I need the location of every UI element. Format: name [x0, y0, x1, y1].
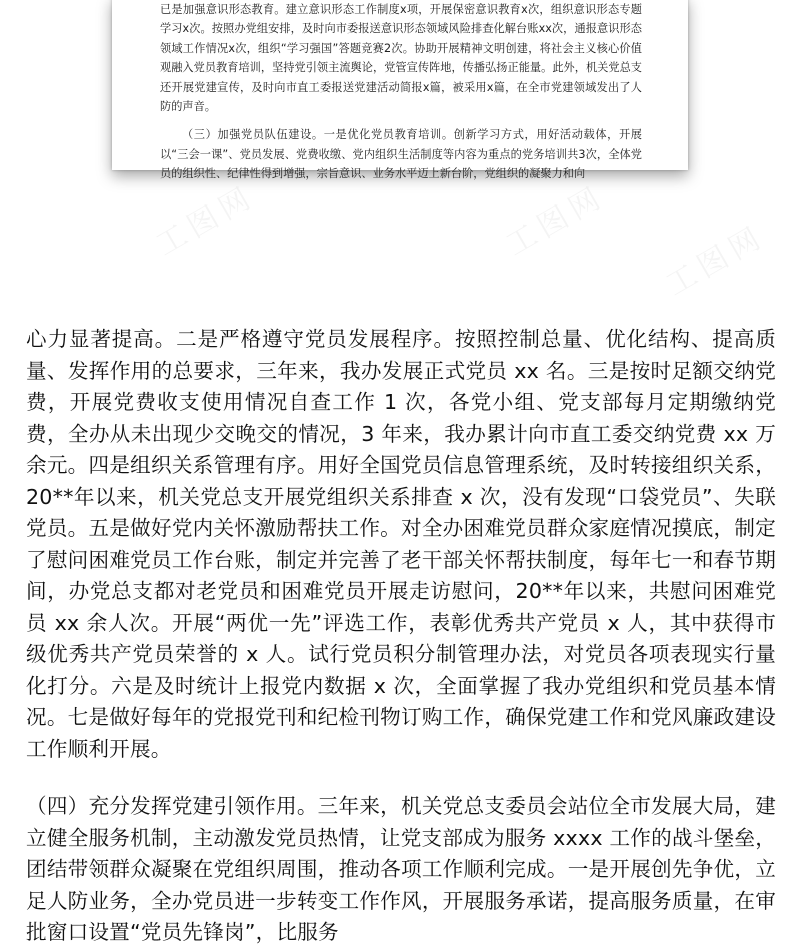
- preview-paragraph-ideology: 已是加强意识形态教育。建立意识形态工作制度x项，开展保密意识教育x次，组织意识形态专题学习x次。按照办党组安排，及时向市委报送意识形态领域风险排查化解台账xx次，通报意识形态领域工作情况x次，组织“学习强国”答题竞赛2次。协助开展精神文明创建，将社会主义核心价值观融入党员教育培训，坚持党引领主流舆论，党管宣传阵地，传播弘扬正能量。此外，机关党总支还开展党建宣传，及时向市直工委报送党建活动简报x篇，被采用x篇，在全市党建领域发出了人防的声音。: [160, 3, 642, 114]
- watermark-text: [496, 172, 612, 264]
- preview-paragraph-team-building: （三）加强党员队伍建设。一是优化党员教育培训。创新学习方式，用好活动载体，开展以“三会一课”、党员发展、党费收缴、党内组织生活制度等内容为重点的党务培训共3次，全体党员的组织性、纪律性得到增强，宗旨意识、业务水平迈上新台阶，党组织的凝聚力和向: [160, 128, 642, 181]
- document-preview-card: [112, 0, 688, 181]
- watermark-text: [146, 172, 262, 264]
- watermark-band: [0, 176, 800, 266]
- preview-text-block: [160, 0, 642, 184]
- body-paragraph-section-4: （四）充分发挥党建引领作用。三年来，机关党总支委员会站位全市发展大局，建立健全服务机制，主动激发党员热情，让党支部成为服务 xxxx 工作的战斗堡垒，团结带领群众凝聚在党组织周围，推动各项工作顺利完成。一是开展创先争优，立足人防业务，全办党员进一步转变工作作风，开展服务承诺，提高服务质量，在审批窗口设置“党员先锋岗”，比服务: [26, 794, 776, 944]
- document-body: [26, 324, 776, 949]
- watermark-text: [656, 212, 772, 304]
- body-paragraph-team-building-cont: 心力显著提高。二是严格遵守党员发展程序。按照控制总量、优化结构、提高质量、发挥作用的总要求，三年来，我办发展正式党员 xx 名。三是按时足额交纳党费，开展党费收支使用情况自查工作 1 次，各党小组、党支部每月定期缴纳党费，全办从未出现少交晚交的情况，3 年来，我办累计向市直工委交纳党费 xx 万余元。四是组织关系管理有序。用好全国党员信息管理系统，及时转接组织关系，20**年以来，机关党总支开展党组织关系排查 x 次，没有发现“口袋党员”、失联党员。五是做好党内关怀激励帮扶工作。对全办困难党员群众家庭情况摸底，制定了慰问困难党员工作台账，制定并完善了老干部关怀帮扶制度，每年七一和春节期间，办党总支都对老党员和困难党员开展走访慰问，20**年以来，共慰问困难党员 xx 余人次。开展“两优一先”评选工作，表彰优秀共产党员 x 人，其中获得市级优秀共产党员荣誉的 x 人。试行党员积分制管理办法，对党员各项表现实行量化打分。六是及时统计上报党内数据 x 次，全面掌握了我办党组织和党员基本情况。七是做好每年的党报党刊和纪检刊物订购工作，确保党建工作和党风廉政建设工作顺利开展。: [26, 327, 776, 761]
